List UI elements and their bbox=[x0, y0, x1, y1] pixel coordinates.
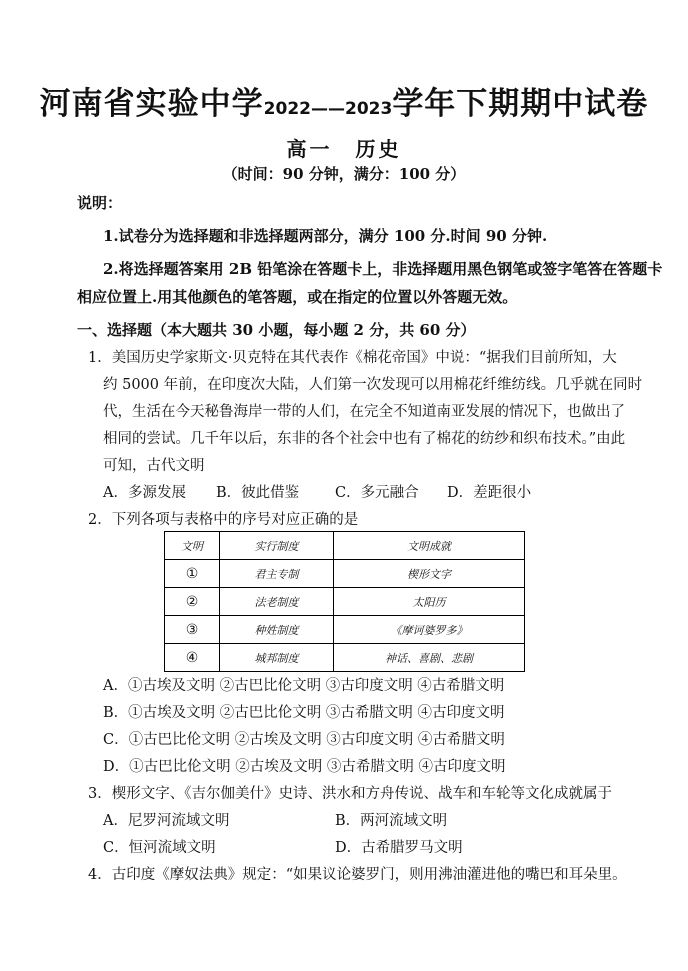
q1-line-1: 1．美国历史学家斯文·贝克特在其代表作《棉花帝国》中说：“据我们目前所知，大 bbox=[88, 350, 617, 366]
q3-option-c: C．恒河流域文明 bbox=[103, 840, 216, 856]
instruction-line-2b: 相应位置上.用其他颜色的笔答题，或在指定的位置以外答题无效。 bbox=[77, 288, 518, 306]
table-cell: ① bbox=[165, 560, 220, 588]
q2-option-b: B．①古埃及文明 ②古巴比伦文明 ③古希腊文明 ④古印度文明 bbox=[103, 705, 505, 721]
q1-line-4: 相同的尝试。几千年以后，东非的各个社会中也有了棉花的纺纱和织布技术。”由此 bbox=[103, 431, 626, 447]
q2-option-c: C．①古巴比伦文明 ②古埃及文明 ③古印度文明 ④古希腊文明 bbox=[103, 732, 505, 748]
q3-stem: 3．楔形文字、《吉尔伽美什》史诗、洪水和方舟传说、战车和车轮等文化成就属于 bbox=[88, 786, 612, 802]
table-cell: 神话、喜剧、悲剧 bbox=[334, 644, 525, 672]
table-cell: 种姓制度 bbox=[220, 616, 334, 644]
q1-option-a: A．多源发展 bbox=[103, 485, 186, 501]
title-school: 河南省实验中学 bbox=[39, 86, 264, 122]
table-row bbox=[165, 644, 525, 672]
table-cell: 《摩诃婆罗多》 bbox=[334, 616, 525, 644]
table-cell: ② bbox=[165, 588, 220, 616]
q3-option-d: D．古希腊罗马文明 bbox=[335, 840, 463, 856]
q1-line-5: 可知，古代文明 bbox=[103, 458, 205, 474]
q1-line-3: 代，生活在今天秘鲁海岸一带的人们，在完全不知道南亚发展的情况下，也做出了 bbox=[103, 404, 625, 420]
table-cell: 城邦制度 bbox=[220, 644, 334, 672]
q1-option-c: C．多元融合 bbox=[335, 485, 419, 501]
table-row bbox=[165, 588, 525, 616]
q1-line-2: 约 5000 年前，在印度次大陆，人们第一次发现可以用棉花纤维纺线。几乎就在同时 bbox=[103, 377, 643, 393]
section-1-heading: 一、选择题（本大题共 30 小题，每小题 2 分，共 60 分） bbox=[77, 321, 476, 339]
time-info: （时间：90 分钟，满分：100 分） bbox=[222, 165, 466, 183]
q3-option-b: B．两河流域文明 bbox=[335, 813, 448, 829]
q2-option-d: D．①古巴比伦文明 ②古埃及文明 ③古希腊文明 ④古印度文明 bbox=[103, 759, 506, 775]
table-cell: 法老制度 bbox=[220, 588, 334, 616]
q1-option-d: D．差距很小 bbox=[447, 485, 532, 501]
q3-option-a: A．尼罗河流域文明 bbox=[103, 813, 230, 829]
table-row bbox=[165, 560, 525, 588]
table-row bbox=[165, 616, 525, 644]
q4-stem: 4．古印度《摩奴法典》规定：“如果议论婆罗门，则用沸油灌进他的嘴巴和耳朵里。 bbox=[88, 867, 627, 883]
instruction-line-1: 1.试卷分为选择题和非选择题两部分，满分 100 分.时间 90 分钟. bbox=[103, 227, 548, 245]
table-header-row bbox=[165, 532, 525, 560]
table-header: 文明 bbox=[165, 532, 220, 560]
exam-title bbox=[0, 78, 688, 123]
q2-stem: 2．下列各项与表格中的序号对应正确的是 bbox=[88, 512, 359, 528]
table-cell: 楔形文字 bbox=[334, 560, 525, 588]
table-cell: 君主专制 bbox=[220, 560, 334, 588]
table-header: 文明成就 bbox=[334, 532, 525, 560]
q2-option-a: A．①古埃及文明 ②古巴比伦文明 ③古印度文明 ④古希腊文明 bbox=[103, 678, 505, 694]
table-cell: ③ bbox=[165, 616, 220, 644]
exam-subtitle: 高一 历史 bbox=[286, 137, 402, 161]
table-cell: ④ bbox=[165, 644, 220, 672]
instructions-heading: 说明： bbox=[77, 194, 123, 212]
table-cell: 太阳历 bbox=[334, 588, 525, 616]
title-years: 2022——2023 bbox=[263, 99, 393, 119]
table-header: 实行制度 bbox=[220, 532, 334, 560]
instruction-line-2a: 2.将选择题答案用 2B 铅笔涂在答题卡上，非选择题用黑色钢笔或签字笔答在答题卡 bbox=[103, 260, 663, 278]
title-term: 学年下期期中试卷 bbox=[392, 86, 649, 122]
civilization-table bbox=[164, 531, 525, 672]
q1-option-b: B．彼此借鉴 bbox=[216, 485, 300, 501]
